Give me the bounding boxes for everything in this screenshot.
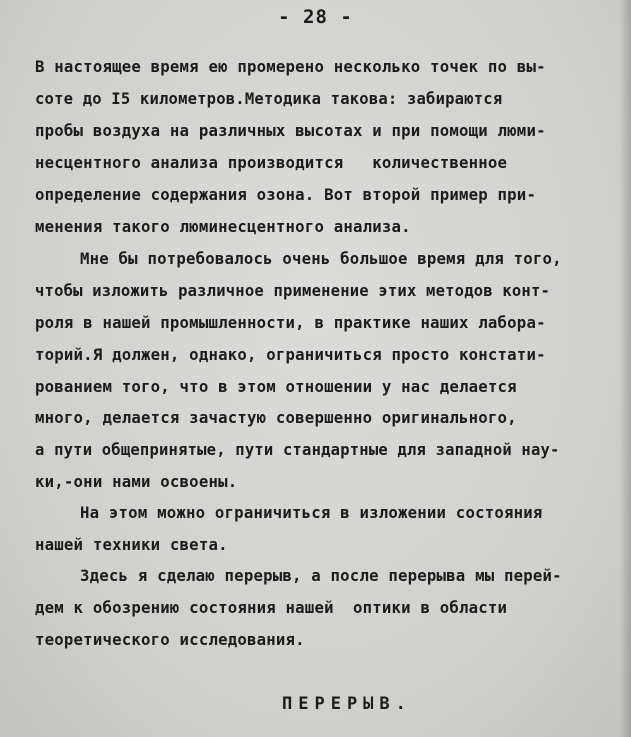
text-line: рованием того, что в этом отношении у нас делается	[35, 377, 517, 396]
text-line: много, делается зачастую совершенно оригинального,	[35, 408, 517, 427]
text-line: роля в нашей промышленности, в практике наших лабора-	[35, 313, 546, 332]
text-line: Здесь я сделаю перерыв, а после перерыва мы перей-	[80, 566, 562, 585]
text-line: а пути общепринятые, пути стандартные для западной нау-	[35, 440, 560, 459]
text-line: менения такого люминесцентного анализа.	[35, 217, 411, 236]
page-number: - 28 -	[278, 6, 353, 28]
text-line: В настоящее время ею промерено несколько точек по вы-	[35, 57, 546, 76]
text-line: нашей техники света.	[35, 535, 228, 554]
text-line: теоретического исследования.	[35, 630, 305, 649]
text-line: торий.Я должен, однако, ограничиться просто констати-	[35, 345, 546, 364]
scan-edge-shadow	[619, 0, 631, 737]
text-line: чтобы изложить различное применение этих методов конт-	[35, 281, 551, 300]
text-line: определение содержания озона. Вот второй пример при-	[35, 185, 537, 204]
text-line: дем к обозрению состояния нашей оптики в области	[35, 598, 508, 617]
text-line: соте до I5 километров.Методика такова: забираются	[35, 89, 503, 108]
text-line: несцентного анализа производится количественное	[35, 153, 508, 172]
text-line: Мне бы потребовалось очень большое время для того,	[80, 249, 562, 268]
section-heading: ПЕРЕРЫВ.	[282, 694, 412, 714]
text-line: пробы воздуха на различных высотах и при помощи люми-	[35, 121, 546, 140]
text-line: ки,-они нами освоены.	[35, 472, 238, 491]
text-line: На этом можно ограничиться в изложении состояния	[80, 503, 543, 522]
